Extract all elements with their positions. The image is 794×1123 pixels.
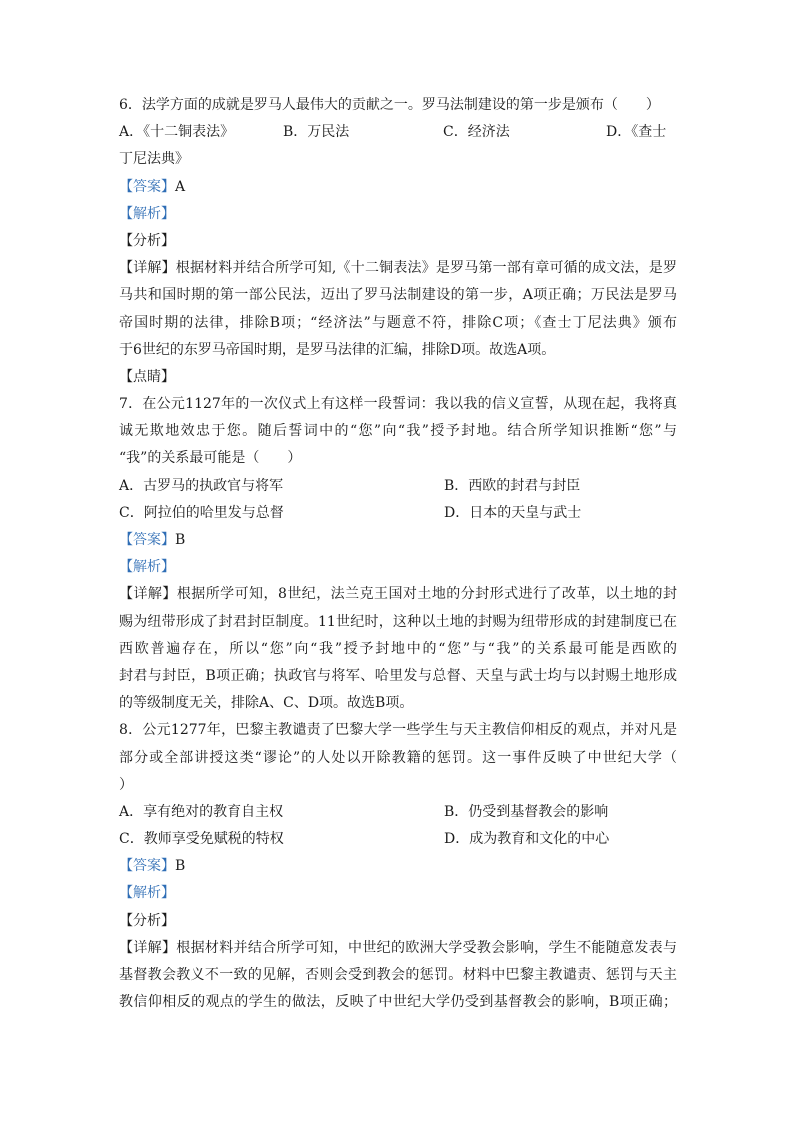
q6-option-b: B．万民法 [283,124,350,141]
q7-detail-line-1 [119,581,677,608]
q7-option-d: D．日本的天皇与武士 [444,504,582,521]
document-page [119,92,677,1016]
answer-tag: 【答案】 [119,858,175,875]
q7-analysis-tag: 【解析】 [119,559,175,576]
q7-detail-text-1: 根据所学可知，8世纪，法兰克王国对土地的分封形式进行了改革，以土地的封 [176,586,678,603]
q7-detail-line-3: 西欧普遍存在，所以“您”向“我”授予封地中的“您”与“我”的关系最可能是西欧的 [119,640,677,657]
q7-detail-line-5: 的等级制度无关，排除A、C、D项。故选B项。 [119,695,414,712]
q8-detail-line-1 [119,935,677,962]
q6-fenxi-tag: 【分析】 [119,232,175,249]
q8-answer-value: B [175,858,186,875]
q8-fenxi-tag: 【分析】 [119,912,175,929]
q6-detail-line-2: 马共和国时期的第一部公民法，迈出了罗马法制建设的第一步，A项正确；万民法是罗马 [119,287,677,304]
q7-detail-line-4: 封君与封臣，B项正确；执政官与将军、哈里发与总督、天皇与武士均与以封赐土地形成 [119,667,677,684]
answer-tag: 【答案】 [119,178,175,195]
q7-option-b: B．西欧的封君与封臣 [444,477,581,494]
q8-stem-line-1: 8．公元1277年，巴黎主教谴责了巴黎大学一些学生与天主教信仰相反的观点，并对凡是 [119,722,677,739]
q7-answer [119,527,677,554]
q8-detail-line-3: 教信仰相反的观点的学生的做法，反映了中世纪大学仍受到基督教会的影响，B项正确； [119,994,677,1011]
q6-analysis-tag: 【解析】 [119,205,175,222]
detail-tag: 【详解】 [119,586,177,603]
q6-option-c: C．经济法 [443,124,510,141]
q8-options-row-2 [119,826,677,853]
q8-answer [119,853,677,880]
q8-stem-line-2: 部分或全部讲授这类“谬论”的人处以开除教籍的惩罚。这一事件反映了中世纪大学（ [119,749,677,766]
q8-option-d: D．成为教育和文化的中心 [444,831,610,848]
q7-options-row-2 [119,500,677,527]
q7-stem-line-1: 7．在公元1127年的一次仪式上有这样一段誓词：我以我的信义宣誓，从现在起，我将真 [119,396,677,413]
q8-detail-line-2: 基督教会教义不一致的见解，否则会受到教会的惩罚。材料中巴黎主教谴责、惩罚与天主 [119,967,677,983]
q6-answer [119,174,677,201]
q8-option-a: A．享有绝对的教育自主权 [119,803,284,820]
q6-stem: 6．法学方面的成就是罗马人最伟大的贡献之一。罗马法制建设的第一步是颁布（ ） [119,97,660,113]
q8-options-row-1 [119,799,677,826]
q8-option-b: B．仍受到基督教会的影响 [444,803,609,820]
q6-detail-line-4: 于6世纪的东罗马帝国时期，是罗马法律的汇编，排除D项。故选A项。 [119,341,556,358]
q6-detail-line-1 [119,255,677,282]
q8-stem-line-3: ） [119,776,133,793]
q7-option-c: C．阿拉伯的哈里发与总督 [119,504,284,521]
q7-answer-value: B [175,532,186,548]
q6-option-a: A．《十二铜表法》 [119,124,235,141]
q6-option-d: D．《查士 [606,124,667,141]
q7-stem-line-3: “我”的关系最可能是（ ） [119,450,302,467]
q6-option-d-cont: 丁尼法典》 [119,151,189,168]
q7-detail-line-2: 赐为纽带形成了封君封臣制度。11世纪时，这种以土地的封赐为纽带形成的封建制度已在 [119,613,677,630]
q7-option-a: A．古罗马的执政官与将军 [119,477,284,494]
q6-dianjing-tag: 【点睛】 [119,368,175,385]
answer-tag: 【答案】 [119,532,175,548]
q8-detail-text-1: 根据材料并结合所学可知，中世纪的欧洲大学受教会影响，学生不能随意发表与 [176,939,678,956]
q7-stem-line-2: 诚无欺地效忠于您。随后誓词中的“您”向“我”授予封地。结合所学知识推断“您”与 [119,423,677,440]
detail-tag: 【详解】 [119,260,176,277]
q8-option-c: C．教师享受免赋税的特权 [119,831,284,848]
q6-detail-text-1: 根据材料并结合所学可知,《十二铜表法》是罗马第一部有章可循的成文法，是罗 [175,260,678,277]
detail-tag: 【详解】 [119,939,177,956]
q8-analysis-tag: 【解析】 [119,885,175,902]
q6-detail-line-3: 帝国时期的法律，排除B项；“经济法”与题意不符，排除C项；《查士丁尼法典》颁布 [119,314,677,331]
q6-options [119,119,677,146]
q7-options-row-1 [119,473,677,500]
q6-answer-value: A [175,178,186,195]
